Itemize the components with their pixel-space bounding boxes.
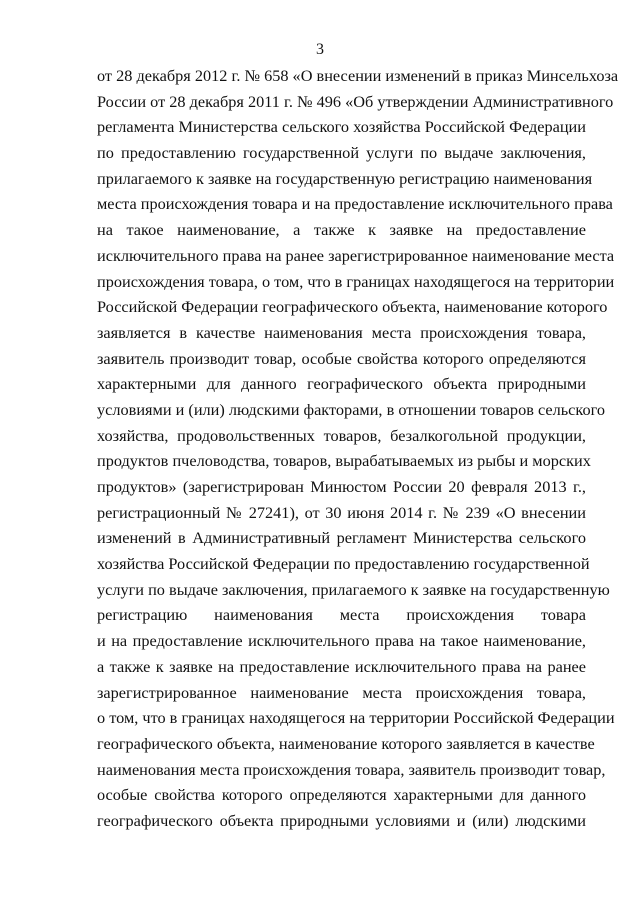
text-line: продуктов» (зарегистрирован Минюстом России 20 февраля 2013 г., (97, 477, 586, 496)
text-line: России от 28 декабря 2011 г. № 496 «Об утверждении Административного (97, 91, 614, 111)
text-line: а также к заявке на предоставление исключительного права на ранее (97, 656, 586, 676)
text-line: услуги по выдаче заключения, прилагаемого к заявке на государственную (97, 579, 610, 599)
text-line: изменений в Административный регламент Министерства сельского (97, 528, 586, 548)
text-line: хозяйства, продовольственных товаров, безалкогольной продукции, (97, 425, 586, 445)
text-line: регистрацию наименования места происхождения товара (97, 605, 586, 625)
text-line: условиями и (или) людскими факторами, в отношении товаров сельского (97, 399, 606, 419)
text-line: и на предоставление исключительного права на такое наименование, (97, 631, 586, 651)
text-line: прилагаемого к заявке на государственную регистрацию наименования (97, 168, 593, 188)
text-line: характерными для данного географического объекта природными (97, 374, 586, 394)
text-line: заявляется в качестве наименования места происхождения товара, (97, 322, 586, 342)
text-line: происхождения товара, о том, что в границах находящегося на территории (97, 271, 615, 291)
text-line: места происхождения товара и на предоставление исключительного права (97, 194, 613, 214)
text-line: на такое наименование, а также к заявке на предоставление (97, 220, 586, 240)
text-line: регламента Министерства сельского хозяйства Российской Федерации (97, 117, 586, 137)
text-line: хозяйства Российской Федерации по предоставлению государственной (97, 554, 590, 574)
text-line: заявитель производит товар, особые свойства которого определяются (97, 348, 586, 368)
text-line: особые свойства которого определяются характерными для данного (97, 785, 586, 805)
page-number: 3 (316, 41, 324, 58)
text-line: наименования места происхождения товара, заявитель производит товар, (97, 759, 606, 779)
body-text (97, 63, 619, 834)
text-line: географического объекта, наименование которого заявляется в качестве (97, 733, 595, 753)
text-line: от 28 декабря 2012 г. № 658 «О внесении изменений в приказ Минсельхоза (97, 66, 619, 85)
text-line: зарегистрированное наименование места происхождения товара, (97, 682, 586, 702)
text-line: географического объекта природными условиями и (или) людскими (97, 810, 586, 830)
text-line: о том, что в границах находящегося на территории Российской Федерации (97, 708, 615, 728)
text-line: продуктов пчеловодства, товаров, вырабатываемых из рыбы и морских (97, 451, 591, 471)
text-line: исключительного права на ранее зарегистрированное наименование места (97, 245, 615, 265)
text-line: по предоставлению государственной услуги по выдаче заключения, (97, 143, 586, 163)
text-line: Российской Федерации географического объекта, наименование которого (97, 297, 608, 317)
text-line: регистрационный № 27241), от 30 июня 2014 г. № 239 «О внесении (97, 502, 586, 522)
